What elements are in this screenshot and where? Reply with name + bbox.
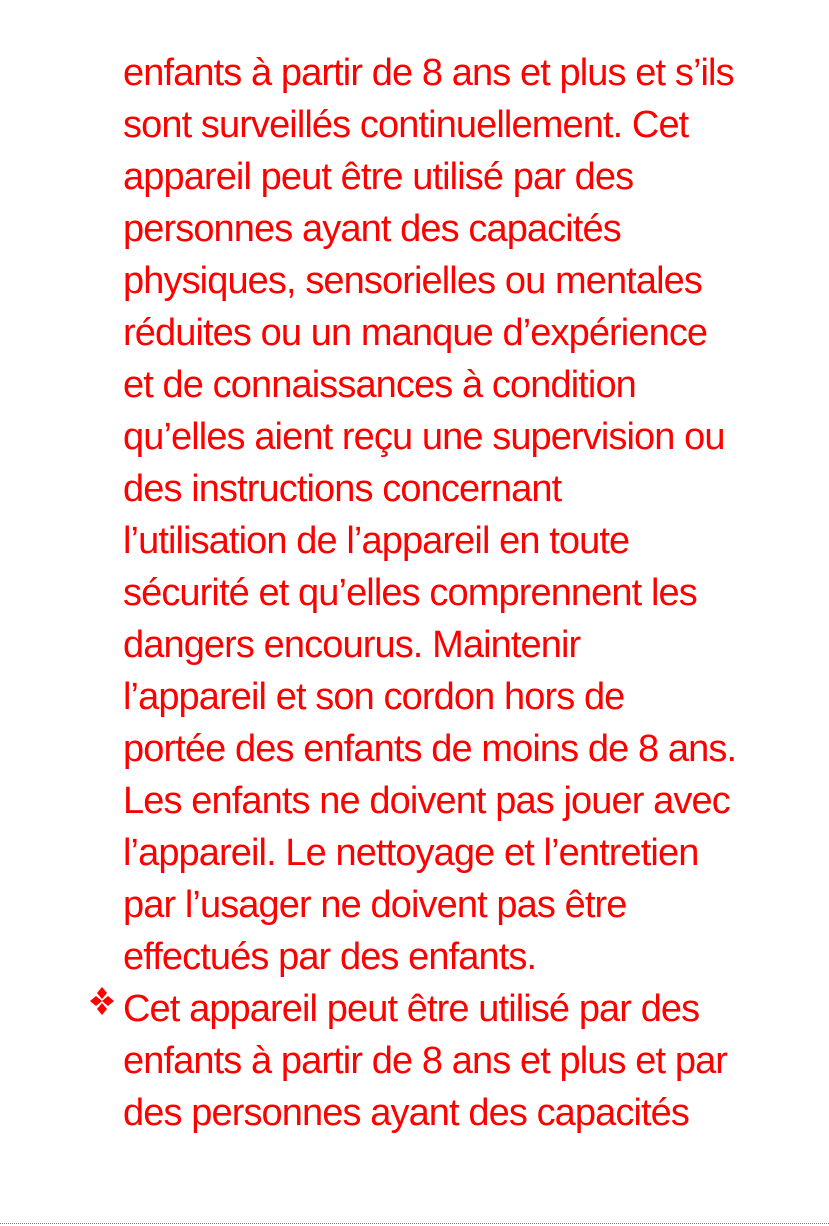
text-line: et de connaissances à condition <box>123 364 636 406</box>
text-line: appareil peut être utilisé par des <box>123 156 634 198</box>
text-line: dangers encourus. Maintenir <box>123 624 581 666</box>
text-line: enfants à partir de 8 ans et plus et s’ils <box>123 52 734 94</box>
text-line: portée des enfants de moins de 8 ans. <box>123 728 737 770</box>
page-bottom-rule <box>0 1223 829 1224</box>
text-line: qu’elles aient reçu une supervision ou <box>123 416 725 458</box>
text-line: réduites ou un manque d’expérience <box>123 312 708 354</box>
text-line: l’utilisation de l’appareil en toute <box>123 520 630 562</box>
text-line: personnes ayant des capacités <box>123 208 621 250</box>
bullet-text-line: des personnes ayant des capacités <box>123 1092 690 1134</box>
diamond-bullet-icon <box>84 981 120 1021</box>
text-line: par l’usager ne doivent pas être <box>123 884 627 926</box>
bullet-text-line: enfants à partir de 8 ans et plus et par <box>123 1040 728 1082</box>
text-line: des instructions concernant <box>123 468 562 510</box>
text-line: sécurité et qu’elles comprennent les <box>123 572 697 614</box>
text-line: l’appareil. Le nettoyage et l’entretien <box>123 832 699 874</box>
text-line: sont surveillés continuellement. Cet <box>123 104 689 146</box>
text-line: l’appareil et son cordon hors de <box>123 676 625 718</box>
bullet-text-line: Cet appareil peut être utilisé par des <box>123 988 700 1030</box>
text-line: effectués par des enfants. <box>123 936 537 978</box>
text-line: physiques, sensorielles ou mentales <box>123 260 702 302</box>
text-line: Les enfants ne doivent pas jouer avec <box>123 780 730 822</box>
